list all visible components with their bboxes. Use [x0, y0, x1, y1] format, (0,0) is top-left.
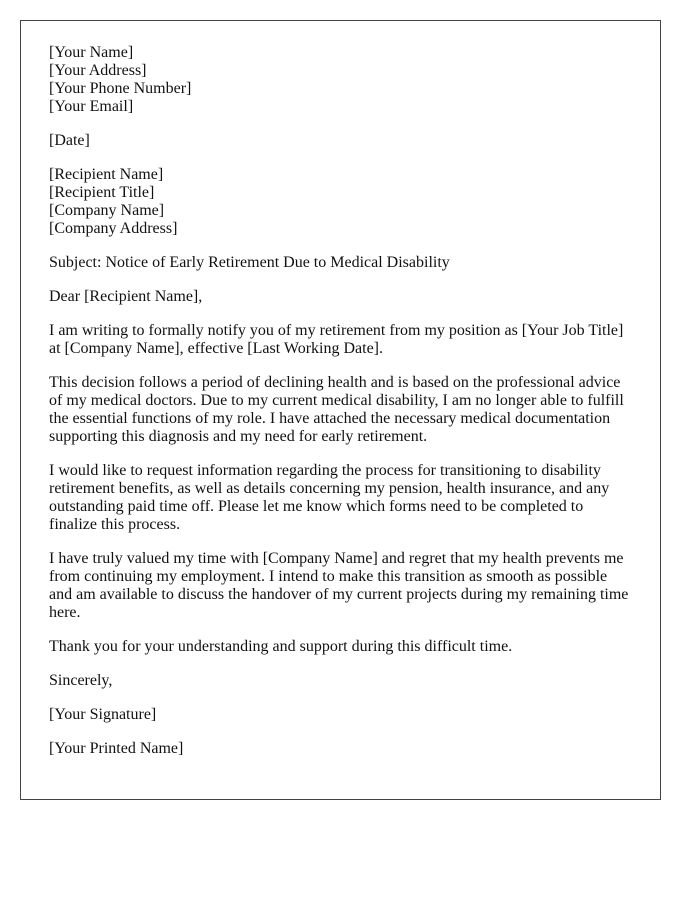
salutation: Dear [Recipient Name], — [49, 288, 203, 305]
body-paragraph: I would like to request information regarding the process for transitioning to disability retirement benefits, as well as details concerning my pension, health insurance, and any outstanding paid time off. Please let me know which forms need to be completed to finalize this process. — [49, 462, 610, 533]
printed-name: [Your Printed Name] — [49, 740, 184, 757]
recipient-name: [Recipient Name] — [49, 166, 164, 183]
letter-date: [Date] — [49, 132, 90, 149]
body-paragraph: This decision follows a period of declining health and is based on the professional advice of my medical doctors. Due to my current medical disability, I am no longer able to fulfill the essential functions of my role. I have attached the necessary medical documentation supporting this diagnosis and my need for early retirement. — [49, 374, 624, 445]
recipient-block — [49, 166, 632, 238]
sender-email: [Your Email] — [49, 98, 134, 115]
recipient-title: [Recipient Title] — [49, 184, 155, 201]
closing: Sincerely, — [49, 672, 113, 689]
sender-block — [49, 44, 632, 116]
subject-line: Subject: Notice of Early Retirement Due to Medical Disability — [49, 254, 450, 271]
body-paragraph: I am writing to formally notify you of my retirement from my position as [Your Job Title] at [Company Name], effective [Last Working Date]. — [49, 322, 624, 357]
body-paragraph: Thank you for your understanding and support during this difficult time. — [49, 638, 513, 655]
recipient-address: [Company Address] — [49, 220, 178, 237]
sender-name: [Your Name] — [49, 44, 134, 61]
sender-phone: [Your Phone Number] — [49, 80, 192, 97]
signature: [Your Signature] — [49, 706, 157, 723]
body-paragraph: I have truly valued my time with [Company Name] and regret that my health prevents me from continuing my employment. I intend to make this transition as smooth as possible and am available to discuss the handover of my current projects during my remaining time here. — [49, 550, 629, 621]
sender-address: [Your Address] — [49, 62, 147, 79]
recipient-company: [Company Name] — [49, 202, 165, 219]
letter-document — [20, 20, 661, 800]
